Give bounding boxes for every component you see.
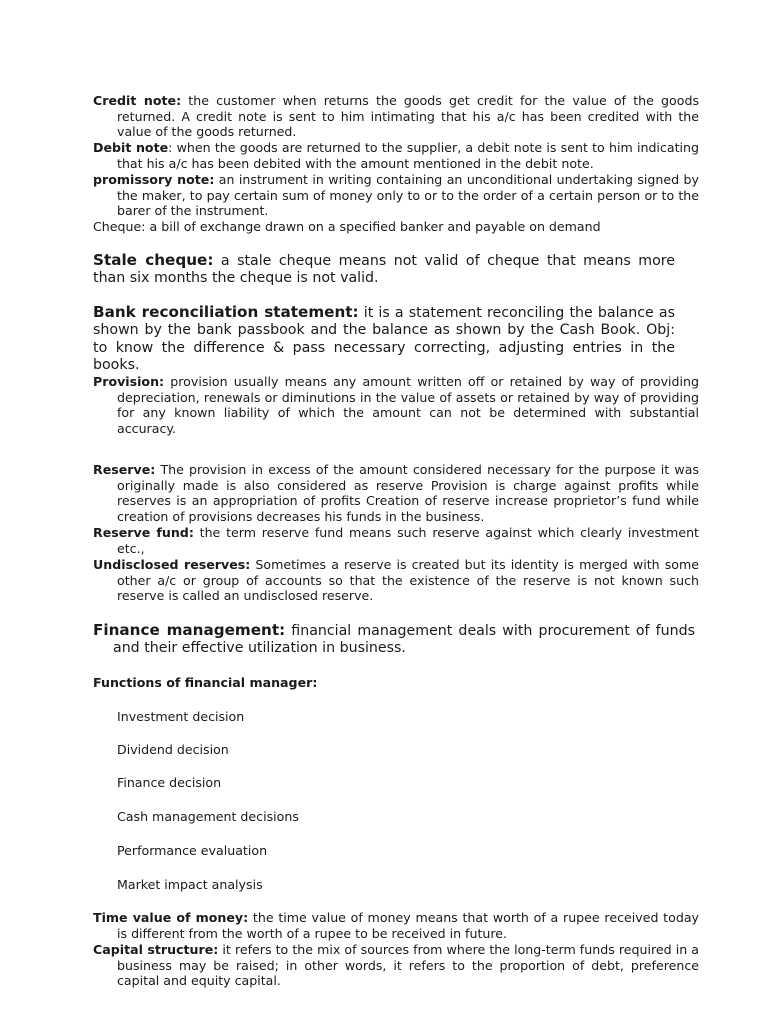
function-item: Investment decision [117,709,245,724]
entry-reserve [93,462,699,524]
functions-heading: Functions of financial manager: [93,675,318,690]
term-reserve-fund: Reserve fund: [93,525,194,540]
entry-reserve-fund [93,525,699,556]
entry-capital-structure [93,942,699,989]
definition-time-value-of-money: the time value of money means that worth of a rupee received today is different from the worth of a rupee to be received in future. [117,910,699,941]
definition-reserve: The provision in excess of the amount considered necessary for the purpose it was originally made is also considered as reserve Provision is charge against profits while reserves is an appropriation of profits Creation of reserve increase proprietor’s fund while creation of provisions decreases his funds in the business. [117,462,699,524]
function-item: Dividend decision [117,742,229,757]
definition-undisclosed-reserves: Sometimes a reserve is created but its identity is merged with some other a/c or group of accounts so that the existence of the reserve is not known such reserve is called an undisclosed reserve. [117,557,699,604]
entry-debit-note [93,140,699,171]
definition-promissory-note: an instrument in writing containing an unconditional undertaking signed by the maker, to pay certain sum of money only to or to the order of a certain person or to the barer of the instrument. [117,172,699,219]
entry-time-value-of-money [93,910,699,941]
definition-finance-management: financial management deals with procurement of funds and their effective utilization in business. [113,623,695,657]
entry-promissory-note [93,172,699,219]
term-promissory-note: promissory note: [93,172,215,187]
entry-cheque [93,219,699,235]
definition-credit-note: the customer when returns the goods get credit for the value of the goods returned. A credit note is sent to him intimating that his a/c has been credited with the value of the goods returned. [117,93,700,140]
term-debit-note: Debit note [93,140,169,155]
entry-bank-reconciliation [93,304,675,374]
definition-reserve-fund: the term reserve fund means such reserve against which clearly investment etc., [117,525,699,556]
term-bank-reconciliation: Bank reconciliation statement: [93,303,359,321]
term-provision: Provision: [93,374,165,389]
function-item: Performance evaluation [117,843,268,858]
function-item: Cash management decisions [117,809,299,824]
term-reserve: Reserve: [93,462,156,477]
definition-capital-structure: it refers to the mix of sources from where the long-term funds required in a business may be raised; in other words, it refers to the proportion of debt, preference capital and equity capital. [117,942,700,989]
term-time-value-of-money: Time value of money: [93,910,249,925]
function-item: Market impact analysis [117,877,263,892]
term-finance-management: Finance management: [93,621,286,639]
definition-stale-cheque: a stale cheque means not valid of cheque that means more than six months the cheque is not valid. [93,253,675,287]
definition-provision: provision usually means any amount written off or retained by way of providing depreciation, renewals or diminutions in the value of assets or retained by way of providing for any known liability of which the amount can not be determined with substantial accuracy. [117,374,699,436]
term-stale-cheque: Stale cheque: [93,251,214,269]
entry-provision [93,374,699,436]
definition-bank-reconciliation: it is a statement reconciling the balance as shown by the bank passbook and the balance as shown by the Cash Book. Obj: to know the difference & pass necessary correcting, adjusting entries in the books. [93,305,675,373]
term-capital-structure: Capital structure: [93,942,219,957]
entry-credit-note [93,93,699,140]
entry-undisclosed-reserves [93,557,699,604]
definition-debit-note: : when the goods are returned to the supplier, a debit note is sent to him indicating that his a/c has been debited with the amount mentioned in the debit note. [117,140,699,171]
term-undisclosed-reserves: Undisclosed reserves: [93,557,251,572]
term-credit-note: Credit note: [93,93,182,108]
entry-stale-cheque [93,252,675,288]
definition-cheque: Cheque: a bill of exchange drawn on a specified banker and payable on demand [93,219,601,234]
entry-finance-management [93,622,695,658]
function-item: Finance decision [117,775,222,790]
